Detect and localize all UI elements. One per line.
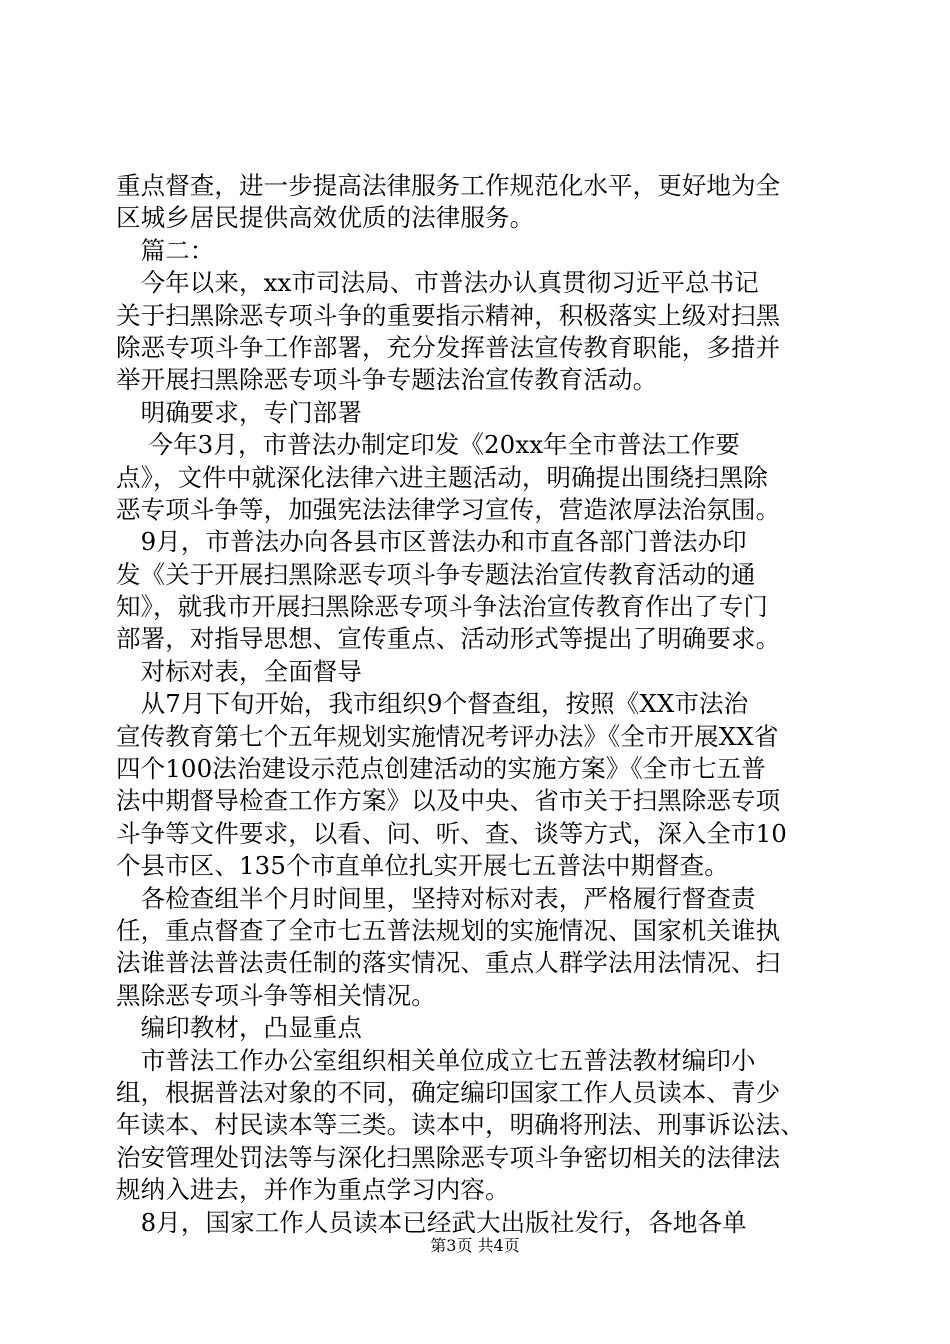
section-heading: 明确要求，专门部署 [116,397,362,427]
text-line: 今年3月，市普法办制定印发《20xx年全市普法工作要 [116,430,740,460]
text-line: 宣传教育第七个五年规划实施情况考评办法》《全市开展XX省 [116,721,779,751]
text-line: 点》，文件中就深化法律六进主题活动，明确提出围绕扫黑除 [116,462,768,492]
text-line: 8月，国家工作人员读本已经武大出版社发行，各地各单 [116,1207,747,1237]
text-line: 斗争等文件要求，以看、问、听、查、谈等方式，深入全市10 [116,818,787,848]
text-line: 9月，市普法办向各县市区普法办和市直各部门普法办印 [116,527,747,557]
text-line: 个县市区、135个市直单位扎实开展七五普法中期督查。 [116,851,729,881]
page-footer [0,1236,950,1256]
text-line: 任，重点督查了全市七五普法规划的实施情况、国家机关谁执 [116,915,781,945]
text-line: 除恶专项斗争工作部署，充分发挥普法宣传教育职能，多措并 [116,332,781,362]
text-line: 知》，就我市开展扫黑除恶专项斗争法治宣传教育作出了专门 [116,592,768,622]
text-line: 恶专项斗争等，加强宪法法律学习宣传，营造浓厚法治氛围。 [116,494,781,524]
text-line: 发《关于开展扫黑除恶专项斗争专题法治宣传教育活动的通 [116,559,756,589]
section-heading: 对标对表，全面督导 [116,656,362,686]
text-line: 各检查组半个月时间里，坚持对标对表，严格履行督查责 [116,883,756,913]
text-line: 区城乡居民提供高效优质的法律服务。 [116,203,535,233]
text-line: 年读本、村民读本等三类。读本中，明确将刑法、刑事诉讼法、 [116,1110,805,1140]
text-line: 关于扫黑除恶专项斗争的重要指示精神，积极落实上级对扫黑 [116,300,781,330]
section-heading: 编印教材，凸显重点 [116,1013,362,1043]
document-body [116,170,836,1239]
text-line: 治安管理处罚法等与深化扫黑除恶专项斗争密切相关的法律法 [116,1142,781,1172]
text-line: 组，根据普法对象的不同，确定编印国家工作人员读本、青少 [116,1077,781,1107]
text-line: 市普法工作办公室组织相关单位成立七五普法教材编印小 [116,1045,756,1075]
text-line: 四个100法治建设示范点创建活动的实施方案》《全市七五普 [116,754,766,784]
text-line: 从7月下旬开始，我市组织9个督查组，按照《XX市法治 [116,689,749,719]
text-line: 今年以来，xx市司法局、市普法办认真贯彻习近平总书记 [116,268,759,298]
text-line: 法谁普法普法责任制的落实情况、重点人群学法用法情况、扫 [116,948,781,978]
text-line: 举开展扫黑除恶专项斗争专题法治宣传教育活动。 [116,365,658,395]
section-heading: 篇二： [116,235,215,265]
text-line: 法中期督导检查工作方案》以及中央、省市关于扫黑除恶专项 [116,786,781,816]
text-line: 黑除恶专项斗争等相关情况。 [116,980,436,1010]
text-line: 部署，对指导思想、宣传重点、活动形式等提出了明确要求。 [116,624,781,654]
page-number-label: 第3页 共4页 [430,1236,520,1255]
text-line: 规纳入进去，并作为重点学习内容。 [116,1175,510,1205]
text-line: 重点督查，进一步提高法律服务工作规范化水平，更好地为全 [116,171,781,200]
